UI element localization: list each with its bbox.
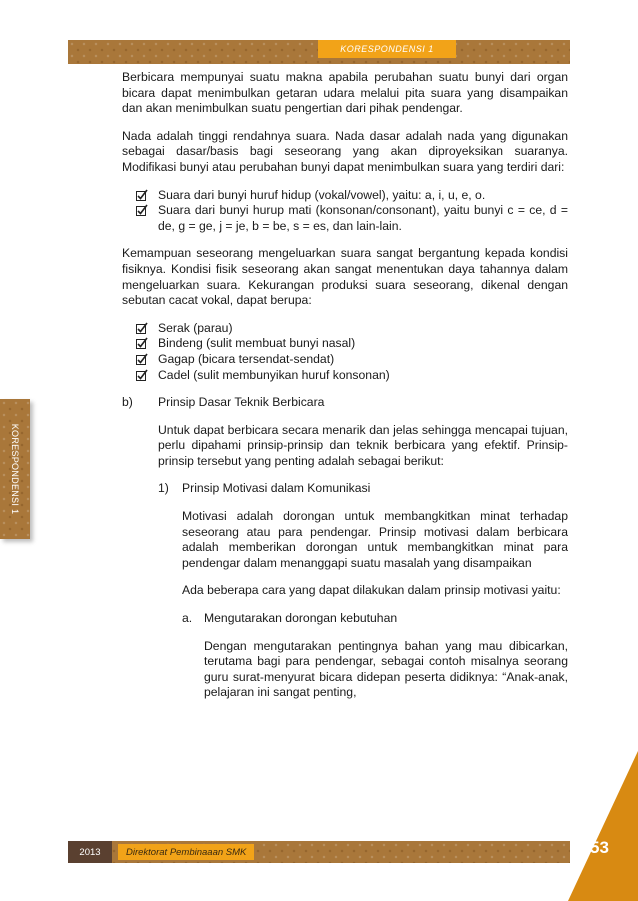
subsection-number: 1) xyxy=(158,481,169,496)
checkbox-icon xyxy=(136,353,148,365)
list-item-text: Suara dari bunyi huruf hidup (vokal/vowel), yaitu: a, i, u, e, o. xyxy=(158,187,486,202)
subsection-a-body: Dengan mengutarakan pentingnya bahan yang mau dibicarkan, terutama bagi para pendengar, sebagai contoh misalnya seorang guru surat-menyurat bicara didepan peserta didiknya: “Anak-anak, pelajaran ini sangat penting, xyxy=(204,638,568,700)
paragraph-nada: Nada adalah tinggi rendahnya suara. Nada dasar adalah nada yang digunakan sebagai dasar/basis bagi seseorang yang akan diproyeksikan suaranya. Modifikasi bunyi atau perubahan bunyi dapat menimbulkan suara yang terdiri dari: xyxy=(122,128,568,174)
footer-publisher: Direktorat Pembinaaan SMK xyxy=(118,844,254,860)
subsection-letter: a. xyxy=(182,611,193,626)
list-item xyxy=(122,321,568,337)
section-b-body: Untuk dapat berbicara secara menarik dan jelas sehingga mencapai tujuan, perlu dipahami prinsip-prinsip dan teknik berbicara yang efektif. Prinsip-prinsip tersebut yang penting adalah sebagai berikut: xyxy=(158,422,568,468)
corner-decoration xyxy=(568,751,638,901)
paragraph-kemampuan: Kemampuan seseorang mengeluarkan suara sangat bergantung kepada kondisi fisiknya. Kondisi fisik seseorang akan sangat menentukan daya tahannya dalam mengeluarkan suara. Kekurangan produksi suara seseorang, dikenal dengan sebutan cacat vokal, dapat berupa: xyxy=(122,246,568,308)
list-item xyxy=(122,336,568,352)
subsection-a-heading xyxy=(182,611,568,627)
checkbox-icon xyxy=(136,337,148,349)
paragraph-berbicara: Berbicara mempunyai suatu makna apabila perubahan suatu bunyi dari organ bicara dapat menimbulkan getaran udara melalui pita suara yang disampaikan dan akan menimbulkan suatu pengertian dari pihak pendengar. xyxy=(122,70,568,116)
section-b-heading xyxy=(122,395,568,411)
list-item-text: Suara dari bunyi hurup mati (konsonan/consonant), yaitu bunyi c = ce, d = de, g = ge, j = je, b = be, s = es, dan lain-lain. xyxy=(158,203,568,233)
list-item-text: Cadel (sulit membunyikan huruf konsonan) xyxy=(158,367,390,382)
checkbox-icon xyxy=(136,189,148,201)
list-item xyxy=(122,203,568,234)
section-number: b) xyxy=(122,395,133,410)
page-body xyxy=(122,70,568,713)
list-item-text: Bindeng (sulit membuat bunyi nasal) xyxy=(158,336,356,351)
header-band xyxy=(68,40,570,64)
subsection-1-body: Motivasi adalah dorongan untuk membangkitkan minat terhadap seseorang atau para pendengar. Prinsip motivasi dalam berbicara adalah memberikan dorongan untuk membangkitkan minat para pendengar dalam menanggapi suatu masalah yang disampaikan xyxy=(182,509,568,570)
vocal-defects-list xyxy=(122,321,568,383)
list-item-text: Serak (parau) xyxy=(158,320,233,335)
subsection-title: Prinsip Motivasi dalam Komunikasi xyxy=(182,481,371,496)
side-chapter-label: KORESPONDENSI 1 xyxy=(10,423,20,515)
list-item xyxy=(122,188,568,204)
sound-types-list xyxy=(122,188,568,235)
checkbox-icon xyxy=(136,369,148,381)
subsection-1-heading xyxy=(158,481,568,497)
footer-year: 2013 xyxy=(68,841,112,863)
section-title: Prinsip Dasar Teknik Berbicara xyxy=(158,395,325,410)
subsection-a-title: Mengutarakan dorongan kebutuhan xyxy=(204,611,398,626)
side-chapter-tab xyxy=(0,399,30,539)
list-item xyxy=(122,352,568,368)
list-item xyxy=(122,368,568,384)
list-item-text: Gagap (bicara tersendat-sendat) xyxy=(158,351,335,366)
footer-band xyxy=(68,841,570,863)
subsection-1-body-2: Ada beberapa cara yang dapat dilakukan dalam prinsip motivasi yaitu: xyxy=(182,583,561,598)
checkbox-icon xyxy=(136,322,148,334)
checkbox-icon xyxy=(136,204,148,216)
chapter-title-tab: KORESPONDENSI 1 xyxy=(318,40,456,58)
page-number: 53 xyxy=(590,838,609,857)
